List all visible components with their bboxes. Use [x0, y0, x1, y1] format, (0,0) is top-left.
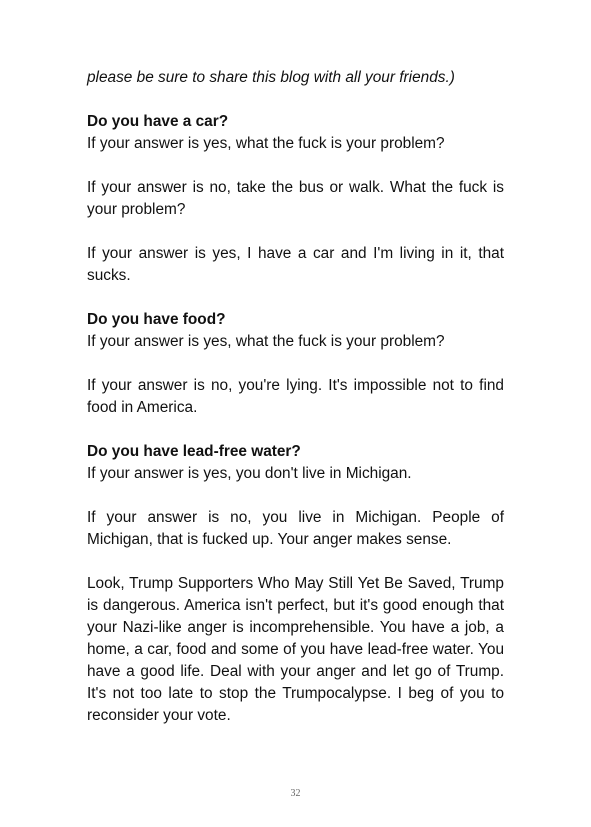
page-body	[87, 67, 504, 749]
answer-text: If your answer is yes, what the fuck is your problem?	[87, 135, 445, 152]
question-water	[87, 441, 504, 485]
intro-text: please be sure to share this blog with all your friends.)	[87, 69, 455, 86]
answer-text: If your answer is yes, you don't live in Michigan.	[87, 465, 412, 482]
question-food	[87, 309, 504, 353]
page-number: 32	[290, 788, 301, 799]
question-heading: Do you have lead-free water?	[87, 443, 301, 460]
answer-text: If your answer is yes, what the fuck is your problem?	[87, 333, 445, 350]
question-heading: Do you have food?	[87, 311, 226, 328]
answer-text: If your answer is no, you live in Michigan. People of Michigan, that is fucked up. Your anger makes sense.	[87, 509, 504, 548]
closing-paragraph: Look, Trump Supporters Who May Still Yet Be Saved, Trump is dangerous. America isn't perfect, but it's good enough that your Nazi-like anger is incomprehensible. You have a job, a home, a car, food and some of you have lead-free water. You have a good life. Deal with your anger and let go of Trump. It's not too late to stop the Trumpocalypse. I beg of you to reconsider your vote.	[87, 575, 504, 724]
question-car	[87, 111, 504, 155]
answer-text: If your answer is no, take the bus or walk. What the fuck is your problem?	[87, 179, 504, 218]
question-heading: Do you have a car?	[87, 113, 229, 130]
answer-text: If your answer is no, you're lying. It's impossible not to find food in America.	[87, 377, 504, 416]
answer-text: If your answer is yes, I have a car and I'm living in it, that sucks.	[87, 245, 504, 284]
